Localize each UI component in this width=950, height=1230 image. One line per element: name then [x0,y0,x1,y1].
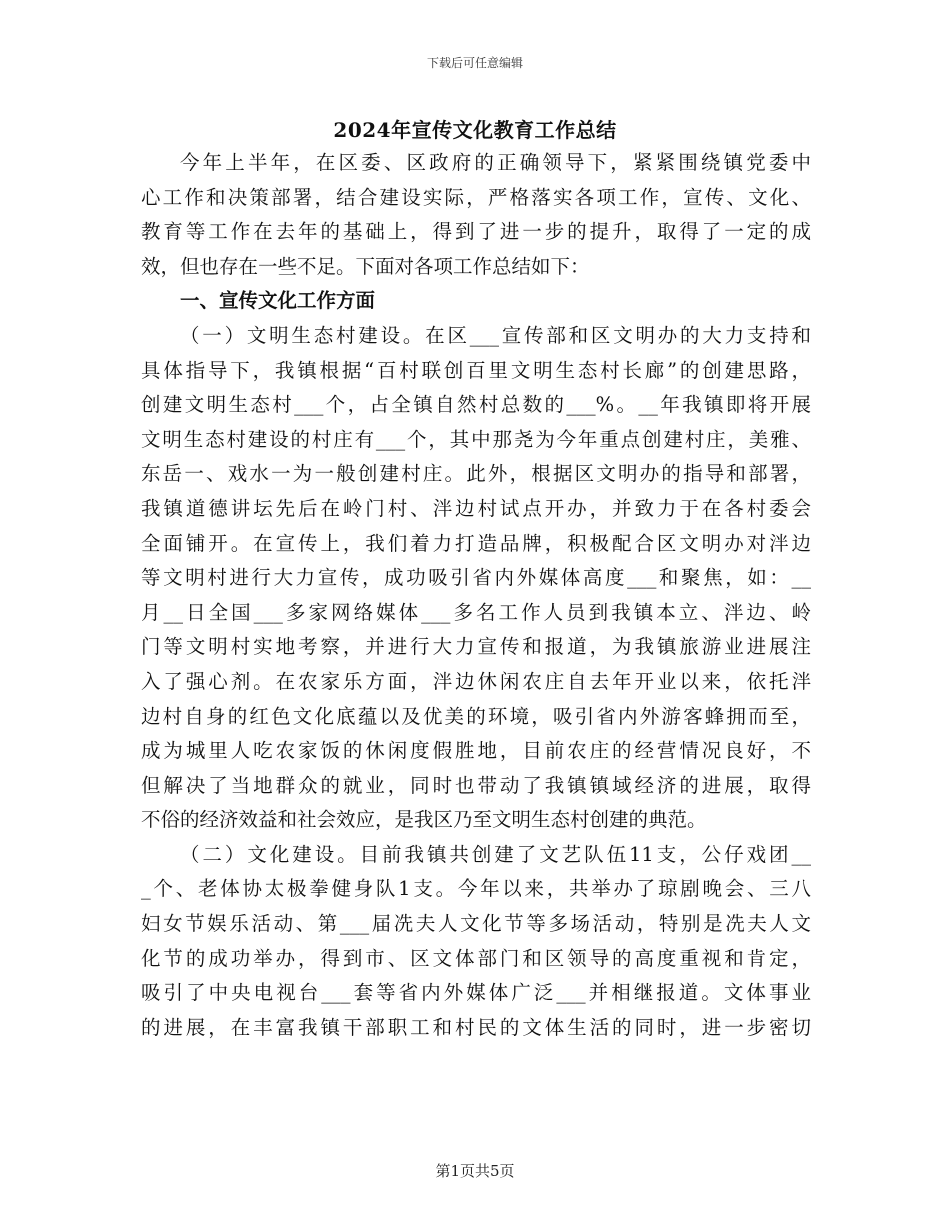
body-line: 我镇道德讲坛先后在岭门村、泮边村试点开办，并致力于在各村委会 [141,496,811,520]
body-line: 今年上半年，在区委、区政府的正确领导下，紧紧围绕镇党委中 [180,151,811,174]
body-line: 心工作和决策部署，结合建设实际，严格落实各项工作，宣传、文化、 [141,185,811,209]
body-line: 但解决了当地群众的就业，同时也带动了我镇镇域经济的进展，取得 [141,773,811,797]
document-title: 2024年宣传文化教育工作总结 [333,118,617,142]
body-line: 等文明村进行大力宣传，成功吸引省内外媒体高度___和聚焦，如：__ [141,566,811,590]
body-line: 边村自身的红色文化底蕴以及优美的环境，吸引省内外游客蜂拥而至， [141,704,811,728]
body-line: 全面铺开。在宣传上，我们着力打造品牌，积极配合区文明办对泮边 [141,531,811,555]
body-line: （二）文化建设。目前我镇共创建了文艺队伍11支，公仔戏团__ [180,842,811,866]
body-line: 妇女节娱乐活动、第___届冼夫人文化节等多场活动，特别是冼夫人文 [141,912,811,936]
body-line: 门等文明村实地考察，并进行大力宣传和报道，为我镇旅游业进展注 [141,635,811,659]
body-line: 入了强心剂。在农家乐方面，泮边休闲农庄自去年开业以来，依托泮 [141,669,811,693]
body-line: 东岳一、戏水一为一般创建村庄。此外，根据区文明办的指导和部署， [141,462,811,486]
body-line: 文明生态村建设的村庄有___个，其中那尧为今年重点创建村庄，美雅、 [141,427,811,451]
body-line: 不俗的经济效益和社会效应，是我区乃至文明生态村创建的典范。 [141,808,707,832]
body-line: 效，但也存在一些不足。下面对各项工作总结如下： [141,254,590,278]
body-line: 具体指导下，我镇根据“百村联创百里文明生态村长廊”的创建思路， [141,358,811,382]
body-line: 吸引了中央电视台___套等省内外媒体广泛___并相继报道。文体事业 [141,981,811,1005]
body-line: 月__日全国___多家网络媒体___多名工作人员到我镇本立、泮边、岭 [141,600,811,624]
document-body [141,146,811,1045]
body-line: 的进展，在丰富我镇干部职工和村民的文体生活的同时，进一步密切 [141,1015,811,1039]
body-line: 化节的成功举办，得到市、区文体部门和区领导的高度重视和肯定， [141,946,811,970]
section-heading: 一、宣传文化工作方面 [180,289,376,313]
body-line: 创建文明生态村___个，占全镇自然村总数的___%。__年我镇即将开展 [141,393,811,417]
header-note: 下载后可任意编辑 [426,56,523,70]
body-line: _个、老体协太极拳健身队1支。今年以来，共举办了琼剧晚会、三八 [141,877,811,901]
body-line: 成为城里人吃农家饭的休闲度假胜地，目前农庄的经营情况良好，不 [141,739,811,763]
body-line: （一）文明生态村建设。在区___宣传部和区文明办的大力支持和 [180,323,811,347]
page-footer: 第1页共5页 [435,1162,515,1180]
body-line: 教育等工作在去年的基础上，得到了进一步的提升，取得了一定的成 [141,220,811,244]
